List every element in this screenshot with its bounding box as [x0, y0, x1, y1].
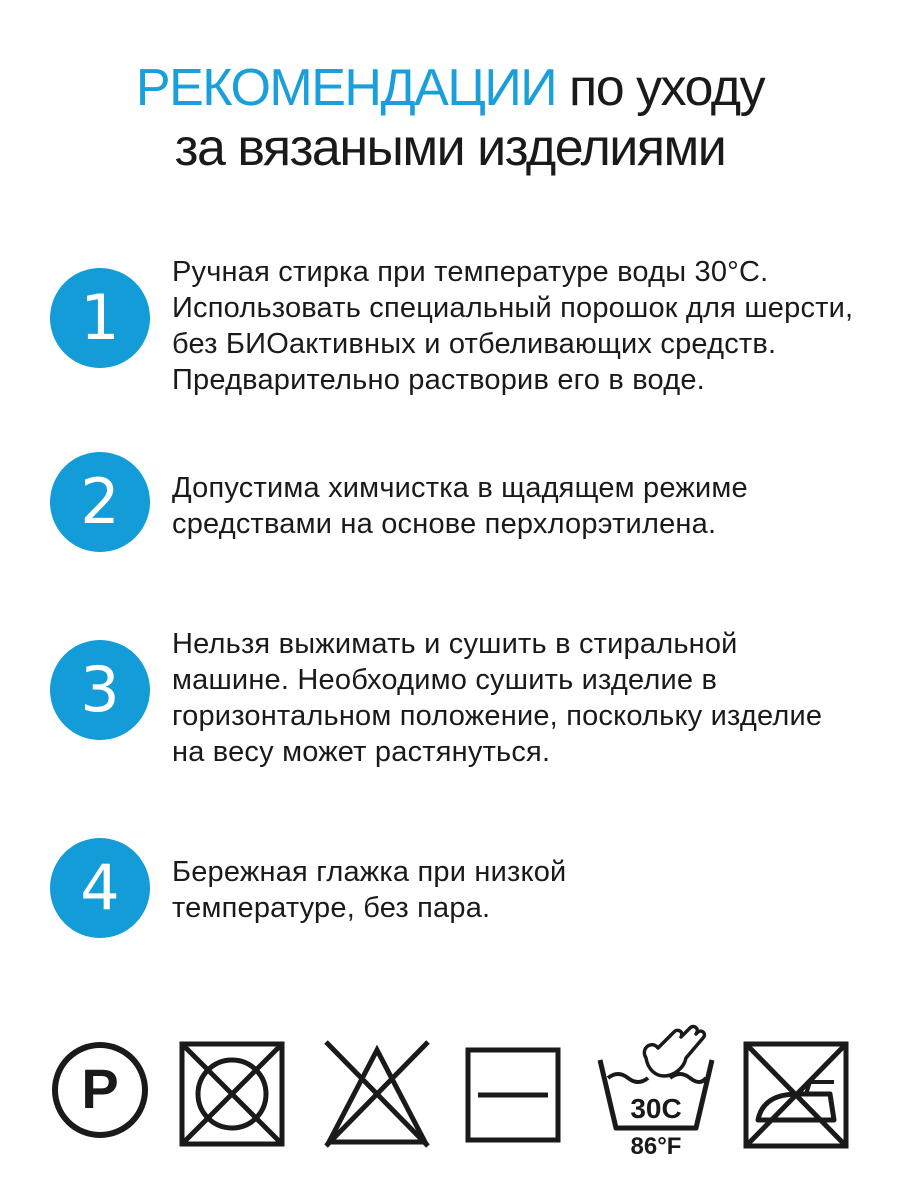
title-line-1	[0, 58, 900, 118]
no-bleach-icon	[322, 1038, 432, 1150]
hand-wash-temp-c: 30C	[630, 1093, 682, 1124]
title-accent: РЕКОМЕНДАЦИИ	[135, 59, 557, 117]
dry-clean-letter: P	[81, 1057, 119, 1120]
hand-wash-icon	[594, 1018, 718, 1158]
page-title	[0, 58, 900, 178]
step-text: Допустима химчистка в щадящем режиме средствами на основе перхлорэтилена.	[172, 472, 748, 540]
dry-flat-icon	[464, 1046, 562, 1144]
dry-clean-p-icon	[50, 1040, 150, 1140]
no-iron-icon	[742, 1040, 850, 1150]
step-number-badge: 3	[50, 640, 150, 740]
care-symbols-row	[0, 1030, 900, 1160]
step-number-badge: 4	[50, 838, 150, 938]
step-text: Нельзя выжимать и сушить в стиральной машине. Необходимо сушить изделие в горизонтальном положение, поскольку изделие на весу может растянуться.	[172, 628, 823, 768]
step-number-badge: 1	[50, 268, 150, 368]
title-rest: по уходу	[569, 59, 765, 117]
step-text: Ручная стирка при температуре воды 30°С. Использовать специальный порошок для шерсти, без БИОактивных и отбеливающих средств. Предварительно растворив его в воде.	[172, 256, 854, 396]
step-text: Бережная глажка при низкой температуре, без пара.	[172, 856, 567, 924]
title-line-2: за вязаными изделиями	[174, 119, 726, 177]
hand-wash-temp-f: 86°F	[630, 1133, 682, 1158]
no-tumble-dry-icon	[178, 1040, 286, 1148]
step-number-badge: 2	[50, 452, 150, 552]
